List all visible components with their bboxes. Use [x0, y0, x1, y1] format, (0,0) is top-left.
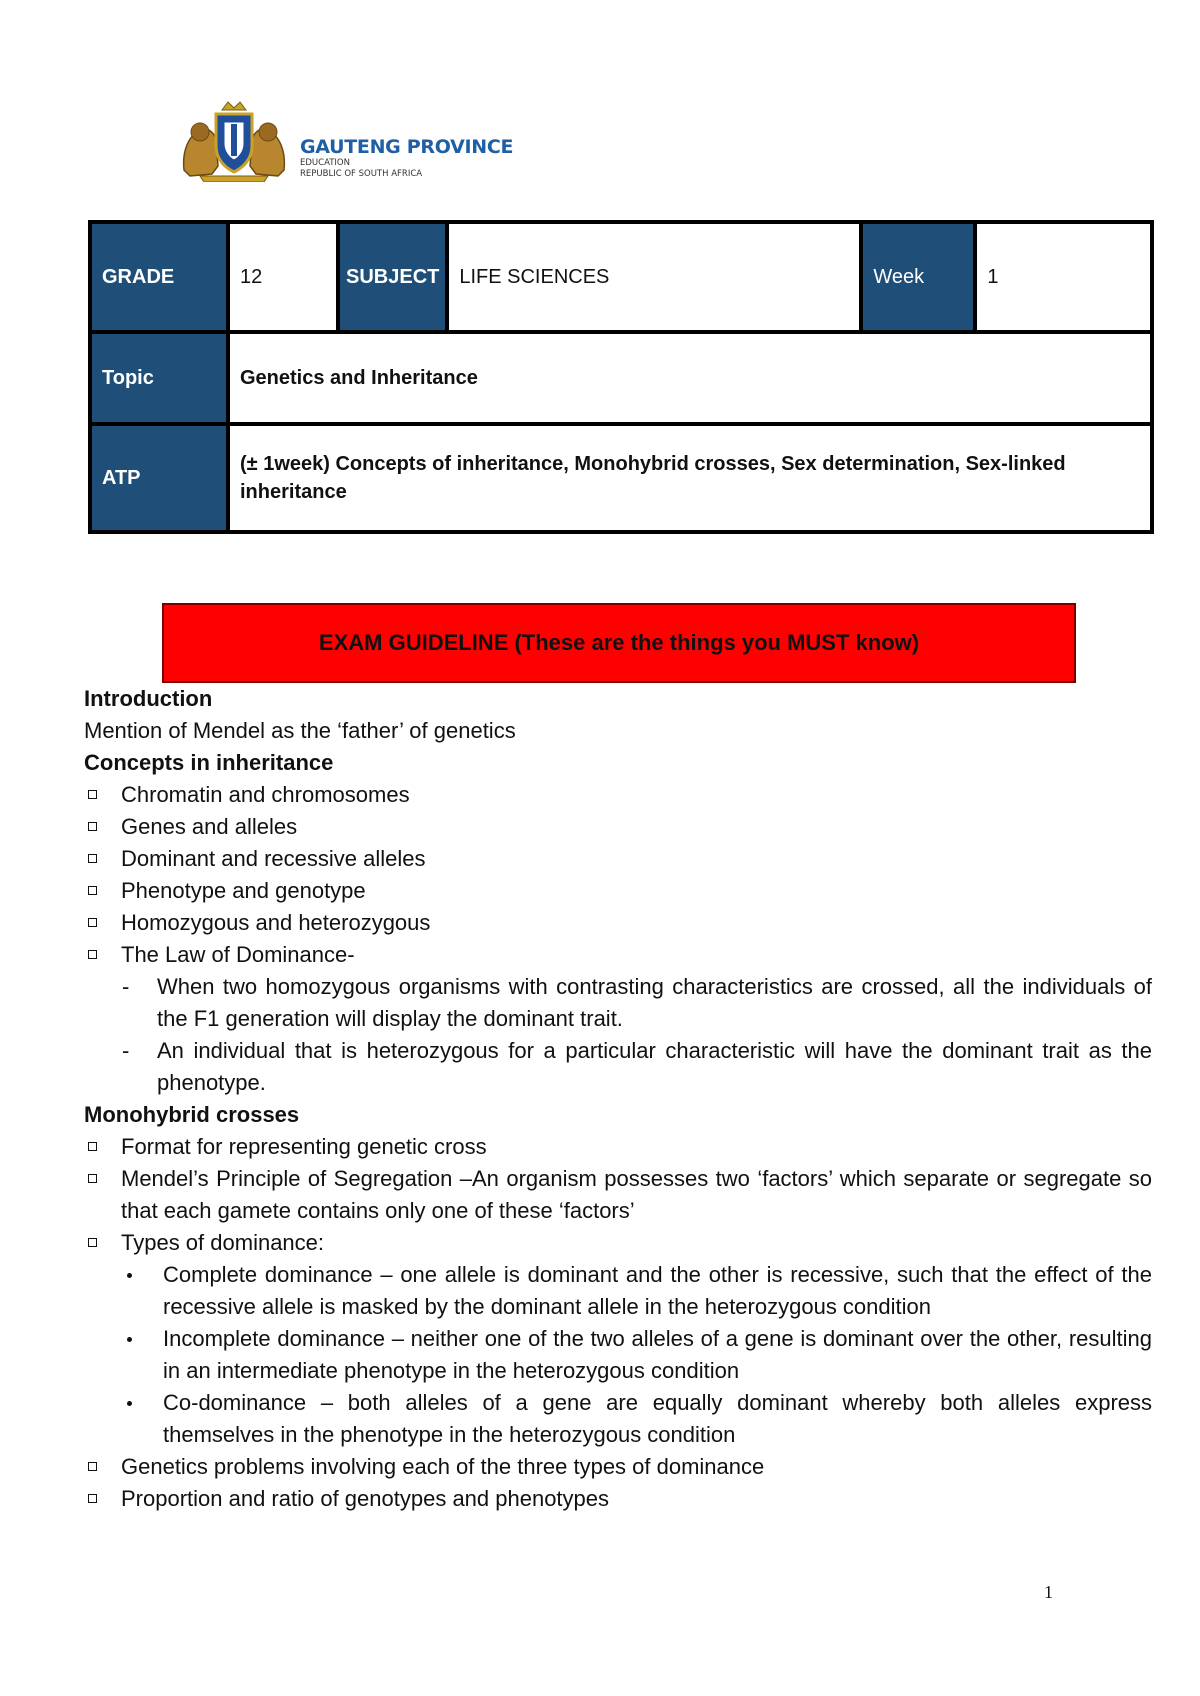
list-item: Genetics problems involving each of the three types of dominance: [84, 1451, 1152, 1483]
section-heading: Monohybrid crosses: [84, 1102, 300, 1127]
topic-label: Topic: [90, 332, 228, 424]
grade-label: GRADE: [90, 222, 228, 332]
sub-point: - An individual that is heterozygous for a particular characteristic will have the dominant trait as the phenotype.: [84, 1035, 1152, 1099]
gauteng-logo: [178, 100, 514, 182]
list-item: Genes and alleles: [84, 811, 1152, 843]
grade-value: 12: [228, 222, 338, 332]
bullet-point: Co-dominance – both alleles of a gene are equally dominant whereby both alleles express themselves in the phenotype in the heterozygous condition: [84, 1387, 1152, 1451]
coat-of-arms-icon: [178, 100, 290, 182]
list-item: Format for representing genetic cross: [84, 1131, 1152, 1163]
topic-value: Genetics and Inheritance: [228, 332, 1152, 424]
atp-value: (± 1week) Concepts of inheritance, Monohybrid crosses, Sex determination, Sex-linked inheritance: [228, 424, 1152, 532]
guideline-content: [84, 683, 1152, 1515]
list-item: Homozygous and heterozygous: [84, 907, 1152, 939]
list-item: Types of dominance:: [84, 1227, 1152, 1259]
subject-label: SUBJECT: [338, 222, 447, 332]
section-heading: Introduction: [84, 686, 213, 711]
logo-title: GAUTENG PROVINCE: [300, 136, 514, 158]
week-label: Week: [861, 222, 975, 332]
section-heading: Concepts in inheritance: [84, 750, 334, 775]
week-value: 1: [975, 222, 1152, 332]
logo-line-republic: REPUBLIC OF SOUTH AFRICA: [300, 169, 423, 179]
bullet-point: Complete dominance – one allele is dominant and the other is recessive, such that the effect of the recessive allele is masked by the dominant allele in the heterozygous condition: [84, 1259, 1152, 1323]
page-number: 1: [1044, 1582, 1053, 1602]
list-item: Phenotype and genotype: [84, 875, 1152, 907]
list-item: Mendel’s Principle of Segregation –An organism possesses two ‘factors’ which separate or segregate so that each gamete contains only one of these ‘factors’: [84, 1163, 1152, 1227]
logo-line-education: EDUCATION: [300, 158, 350, 168]
list-item: Chromatin and chromosomes: [84, 779, 1152, 811]
atp-label: ATP: [90, 424, 228, 532]
exam-guideline-banner: EXAM GUIDELINE (These are the things you MUST know): [162, 603, 1076, 683]
course-info-table: [88, 220, 1154, 534]
bullet-point: Incomplete dominance – neither one of the two alleles of a gene is dominant over the other, resulting in an intermediate phenotype in the heterozygous condition: [84, 1323, 1152, 1387]
intro-text: Mention of Mendel as the ‘father’ of genetics: [84, 718, 516, 743]
sub-point: - When two homozygous organisms with contrasting characteristics are crossed, all the individuals of the F1 generation will display the dominant trait.: [84, 971, 1152, 1035]
subject-value: LIFE SCIENCES: [447, 222, 861, 332]
list-item: Proportion and ratio of genotypes and phenotypes: [84, 1483, 1152, 1515]
list-item: Dominant and recessive alleles: [84, 843, 1152, 875]
list-item: The Law of Dominance-: [84, 939, 1152, 971]
